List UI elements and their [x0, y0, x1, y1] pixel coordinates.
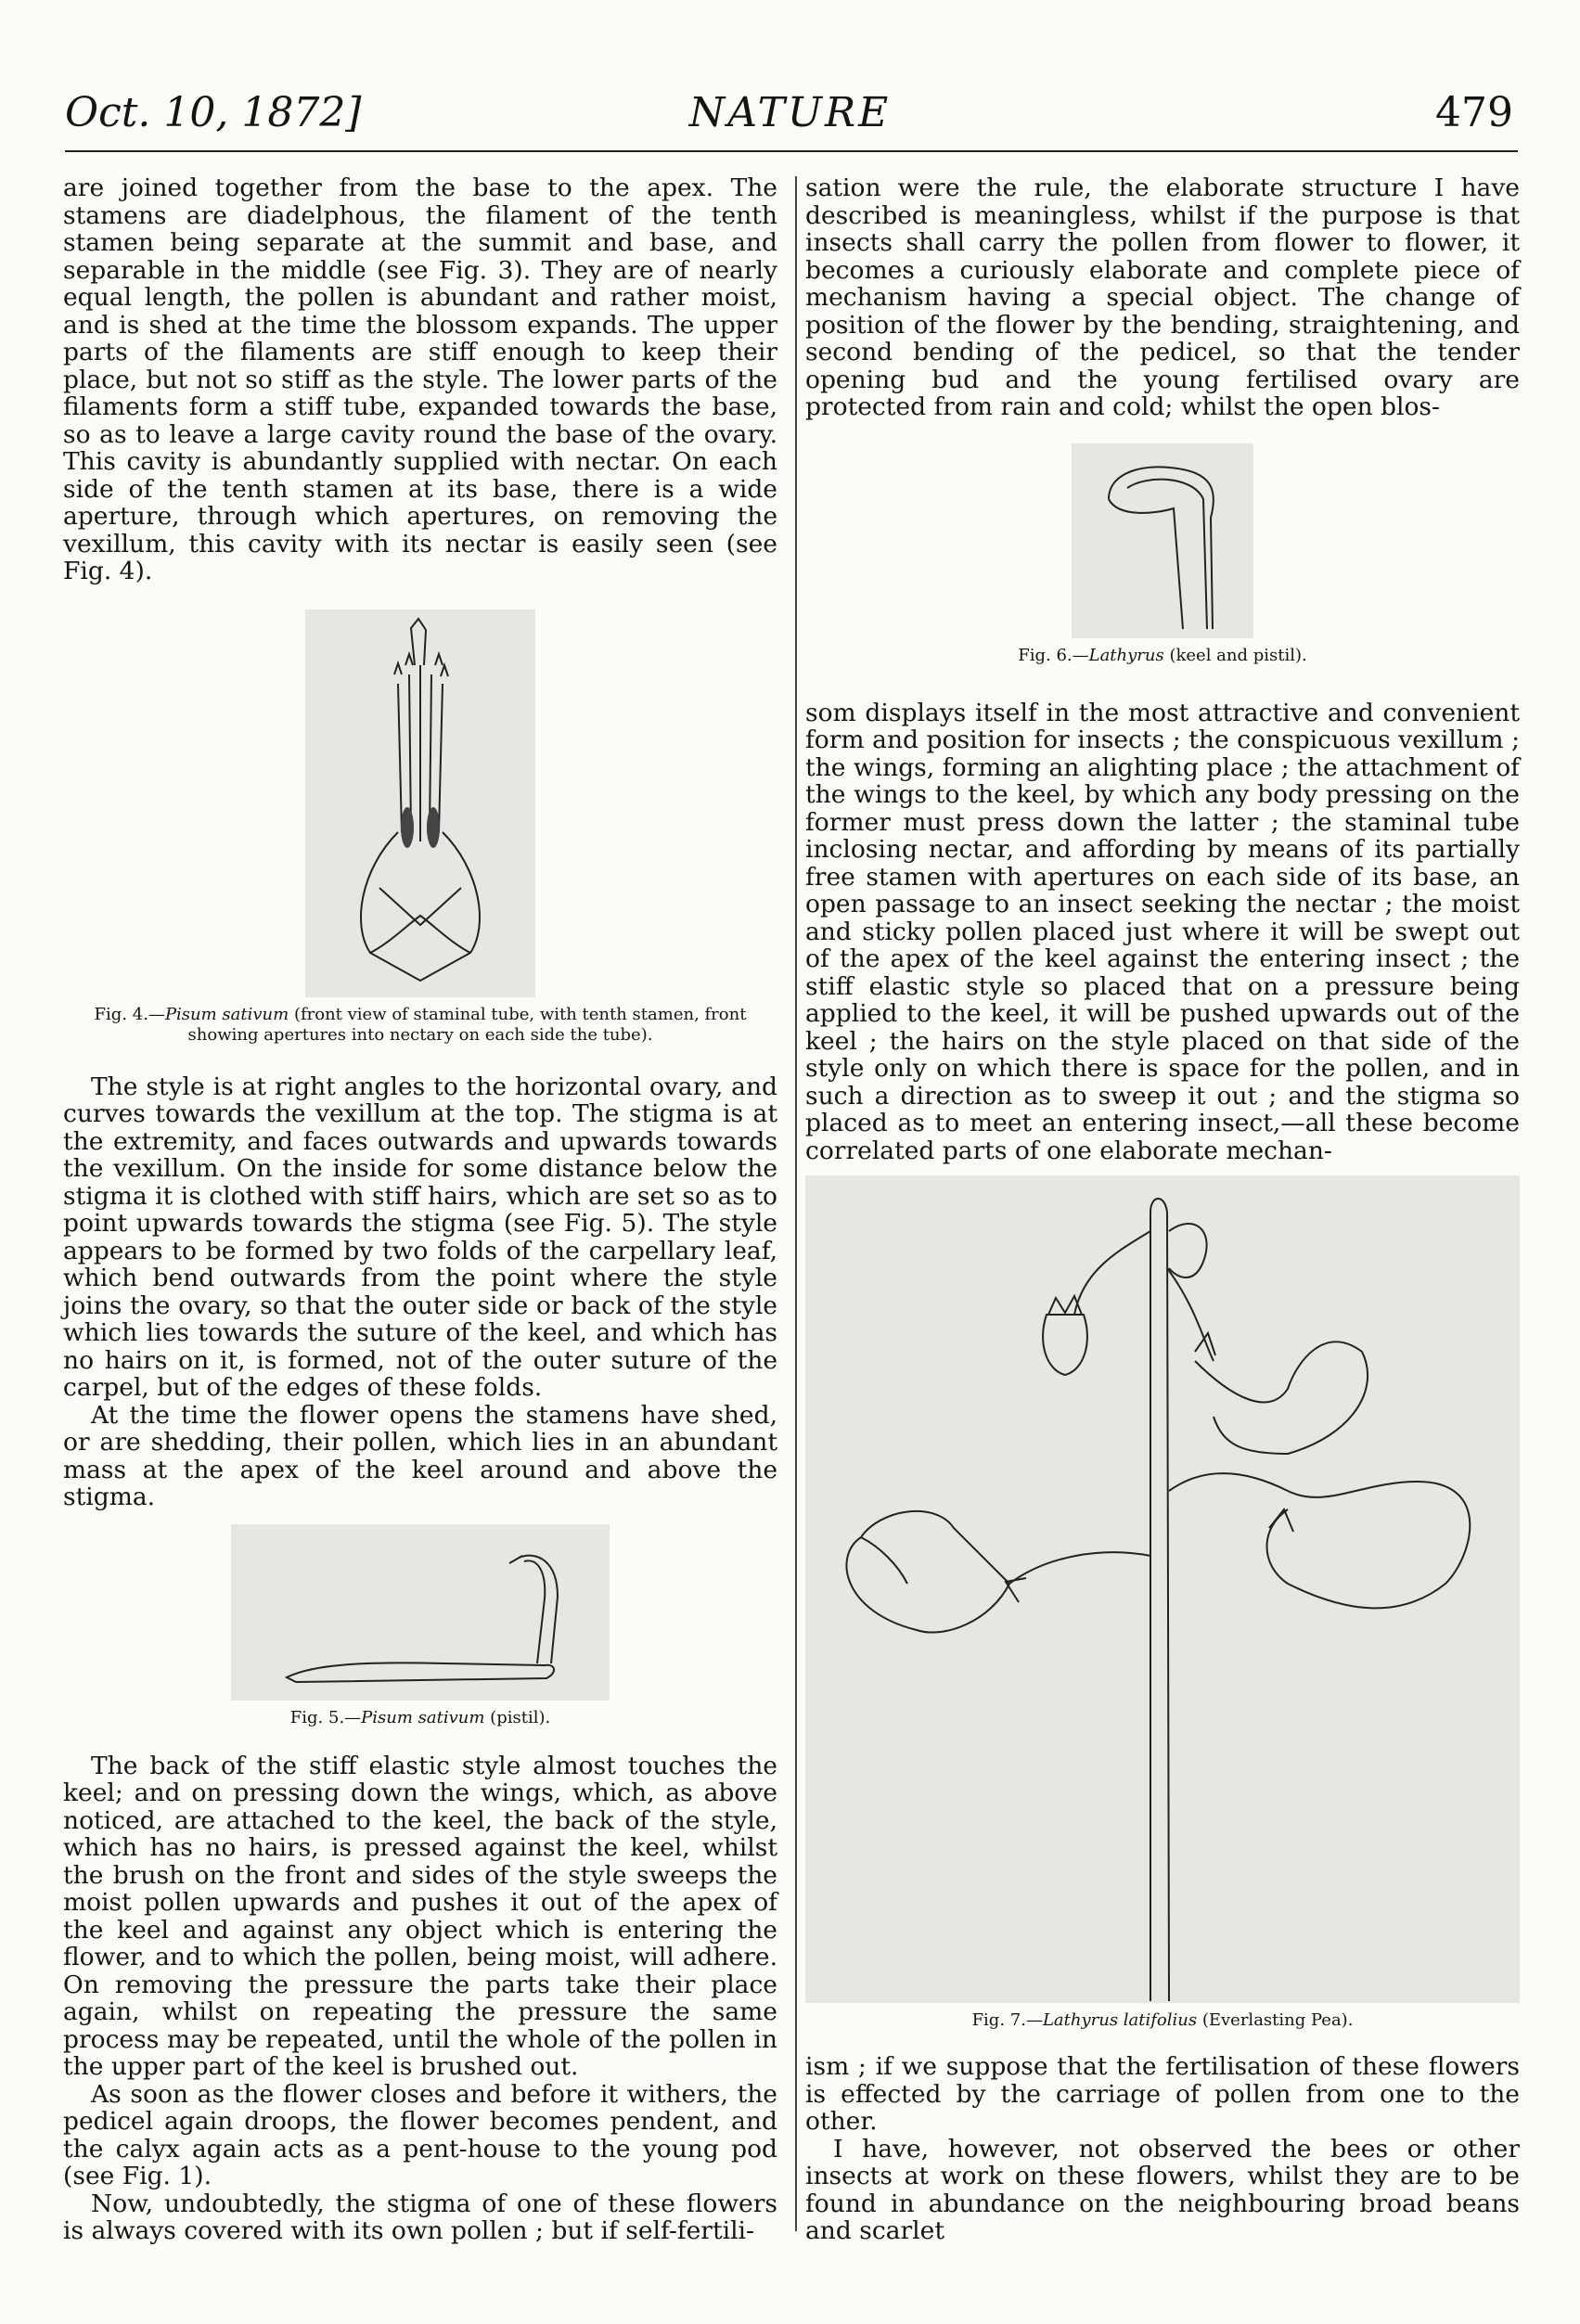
left-paragraph-2: The style is at right angles to the horizontal ovary, and curves towards the vexillum at the top. The stigma is at the extremity, and faces outwards and upwards towards the vexillum. On the inside for some distance below the stigma it is clothed with stiff hairs, which are set so as to point upwards towards the stigma (see Fig. 5). The style appears to be formed by two folds of the carpellary leaf, which bend outwards from the point where the style joins the ovary, so that the outer side or back of the style which lies towards the suture of the keel, and which has no hairs on it, is formed, not of the outer suture of the carpel, but of the edges of these folds. — [63, 1072, 777, 1402]
figure-5-caption: Fig. 5.—Pisum sativum (pistil). — [289, 1707, 551, 1727]
page-number: 479 — [1435, 89, 1513, 136]
left-paragraph-4: The back of the stiff elastic style almost touches the keel; and on pressing down the wings, which, as above noticed, are attached to the keel, the back of the style, which has no hairs, is pressed against the keel, whilst the brush on the front and sides of the style sweeps the moist pollen upwards and pushes it out of the apex of the keel and against any object which is entering the flower, and to which the pollen, being moist, will adhere. On removing the pressure the parts take their place again, whilst on repeating the pressure the same process may be repeated, until the whole of the pollen in the upper part of the keel is brushed out. — [63, 1751, 777, 2081]
left-paragraph-5: As soon as the flower closes and before it withers, the pedicel again droops, the flower becomes pendent, and the calyx again acts as a pent-house to the young pod (see Fig. 1). — [63, 2079, 777, 2190]
everlasting-pea-illustration — [805, 1175, 1520, 2003]
figure-4 — [63, 610, 777, 1046]
right-paragraph-3: ism ; if we suppose that the fertilisation of these flowers is effected by the carriage of pollen from one to the other. — [805, 2052, 1520, 2136]
header-date: Oct. 10, 1872] — [65, 89, 362, 136]
right-paragraph-1: sation were the rule, the elaborate structure I have described is meaningless, whilst if the purpose is that insects shall carry the pollen from flower to flower, it becomes a curiously elaborate and complete piece of mechanism having a special object. The change of position of the flower by the bending, straightening, and second bending of the pedicel, so that the tender opening bud and the young fertilised ovary are protected from rain and cold; whilst the open blos- — [805, 173, 1520, 421]
figure-6-image — [1072, 443, 1253, 638]
figure-7 — [805, 1175, 1520, 2031]
left-paragraph-3: At the time the flower opens the stamens have shed, or are shedding, their pollen, which lies in an abundant mass at the apex of the keel around and above the stigma. — [63, 1400, 777, 1511]
left-paragraph-1: are joined together from the base to the apex. The stamens are diadelphous, the filament of the tenth stamen being separate at the summit and base, and separable in the middle (see Fig. 3). They are of nearly equal length, the pollen is abundant and rather moist, and is shed at the time the blossom expands. The upper parts of the filaments are stiff enough to keep their place, but not so stiff as the style. The lower parts of the filaments form a stiff tube, expanded towards the base, so as to leave a large cavity round the base of the ovary. This cavity is abundantly supplied with nectar. On each side of the tenth stamen at its base, there is a wide aperture, through which apertures, on removing the vexillum, this cavity with its nectar is easily seen (see Fig. 4). — [63, 173, 777, 585]
left-paragraph-6: Now, undoubtedly, the stigma of one of these flowers is always covered with its own pollen ; but if self-fertili- — [63, 2189, 777, 2245]
figure-6-caption: Fig. 6.—Lathyrus (keel and pistil). — [1018, 645, 1307, 665]
right-paragraph-4: I have, however, not observed the bees or other insects at work on these flowers, whilst they are to be found in abundance on the neighbouring broad beans and scarlet — [805, 2134, 1520, 2245]
figure-7-image — [805, 1175, 1520, 2003]
figure-4-caption: Fig. 4.—Pisum sativum (front view of staminal tube, with tenth stamen, front showing apertures into nectary on each side the tube). — [94, 1004, 747, 1045]
figure-5-image — [231, 1524, 610, 1701]
column-divider — [795, 176, 797, 2231]
journal-title: NATURE — [688, 89, 892, 136]
figure-5 — [63, 1524, 777, 1728]
staminal-tube-illustration — [305, 610, 535, 997]
keel-and-pistil-illustration — [1072, 443, 1253, 638]
figure-7-caption: Fig. 7.—Lathyrus latifolius (Everlasting Pea). — [971, 2010, 1354, 2030]
right-column — [805, 174, 1520, 2245]
figure-6 — [805, 443, 1520, 666]
header-rule — [65, 150, 1518, 152]
figure-4-image — [305, 610, 535, 997]
right-paragraph-2: som displays itself in the most attractive and convenient form and position for insects ; the conspicuous vexillum ; the wings, forming an alighting place ; the attachment of the wings to the keel, by which any body pressing on the former must press down the latter ; the staminal tube inclosing nectar, and affording by means of its partially free stamen with apertures on each side of its base, an open passage to an insect seeking the nectar ; the moist and sticky pollen placed just where it will be swept out of the apex of the keel against the entering insect ; the stiff elastic style so placed that on a pressure being applied to the keel, it will be pushed upwards out of the keel ; the hairs on the style placed on that side of the style only on which there is space for the pollen, and in such a direction as to sweep it out ; and the stigma so placed as to meet an entering insect,—all these become correlated parts of one elaborate mechan- — [805, 698, 1520, 1165]
pistil-illustration — [231, 1524, 610, 1701]
left-column — [63, 174, 777, 2245]
